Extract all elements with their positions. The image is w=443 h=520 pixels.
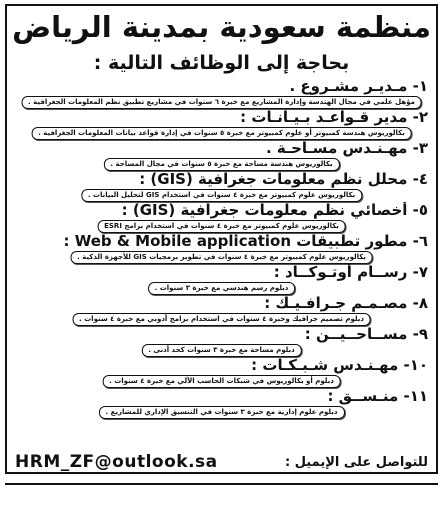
contact-label: للتواصل على الإيميل : [284, 454, 428, 470]
ad-subtitle: بحاجة إلى الوظائف التالية : [93, 52, 350, 74]
job-requirement: دبلوم علوم إدارية مع خبرة ٣ سنوات في التنسيق الإداري للمشاريع . [99, 406, 345, 419]
job-list [13, 78, 430, 419]
job-requirement: بكالوريوس علوم كمبيوتر مع خبرة ٤ سنوات في تطوير برمجيات GIS للأجهزة الذكية . [70, 251, 373, 264]
job-item [13, 202, 430, 233]
job-title: ٣- مهـنـدس مسـاحـة . [265, 140, 428, 157]
job-requirement: دبلوم رسم هندسي مع خبرة ٣ سنوات . [148, 282, 296, 295]
job-title: ١١- منـســق : [327, 388, 428, 405]
job-requirement: بكالوريوس هندسة مساحة مع خبرة ٥ سنوات في مجال المساحة . [103, 158, 339, 171]
contact-email[interactable]: HRM_ZF@outlook.sa [15, 452, 218, 472]
job-requirement: دبلوم أو بكالوريوس في شبكات الحاسب الآلي مع خبرة ٤ سنوات . [102, 375, 341, 388]
bottom-divider [5, 483, 438, 485]
job-title: ٧- رســام أوتـوكــاد : [273, 264, 428, 281]
job-requirement: مؤهل علمي في مجال الهندسة وإدارة المشاريع مع خبرة ٦ سنوات في مشاريع تطبيق نظم المعلومات الجغرافية . [21, 96, 422, 109]
job-item [13, 140, 430, 171]
job-item [13, 357, 430, 388]
job-requirement: دبلوم مساحة مع خبرة ٣ سنوات كحد أدنى . [141, 344, 301, 357]
job-item [13, 326, 430, 357]
job-title: ١٠- مهـنـدس شـبـكـات : [251, 357, 428, 374]
job-item [13, 295, 430, 326]
job-requirement: بكالوريوس علوم كمبيوتر مع خبرة ٤ سنوات في استخدام برامج ESRI [97, 220, 346, 233]
ad-title: منظمة سعودية بمدينة الرياض [12, 10, 431, 44]
contact-footer [15, 451, 428, 473]
job-item [13, 109, 430, 140]
job-requirement: بكالوريوس علوم كمبيوتر مع خبرة ٤ سنوات في استخدام GIS لتحليل البيانات . [81, 189, 362, 202]
job-item [13, 264, 430, 295]
job-item [13, 78, 430, 109]
job-item [13, 233, 430, 264]
job-title: ٢- مدير قـواعـد بـيـانـات : [240, 109, 428, 126]
job-item [13, 171, 430, 202]
job-title: ٨- مصـمـم جـرافـيـك : [264, 295, 428, 312]
job-title: ٦- مطور تطبيقات Web & Mobile application : [63, 233, 428, 250]
job-title: ٥- أخصائي نظم معلومات جغرافية (GIS) : [121, 202, 428, 219]
job-requirement: دبلوم تصميم جرافيك وخبرة ٤ سنوات في استخدام برامج أدوبي مع خبرة ٤ سنوات . [72, 313, 371, 326]
job-title: ٤- محلل نظم معلومات جغرافية (GIS) : [139, 171, 428, 188]
job-requirement: بكالوريوس هندسة كمبيوتر أو علوم كمبيوتر مع خبرة ٥ سنوات في إدارة قواعد بيانات المعلومات الجغرافية . [31, 127, 412, 140]
job-item [13, 388, 430, 419]
job-title: ٩- مســاحــيــن : [304, 326, 428, 343]
job-title: ١- مـديـر مشـروع . [289, 78, 428, 95]
job-advertisement [5, 4, 438, 474]
